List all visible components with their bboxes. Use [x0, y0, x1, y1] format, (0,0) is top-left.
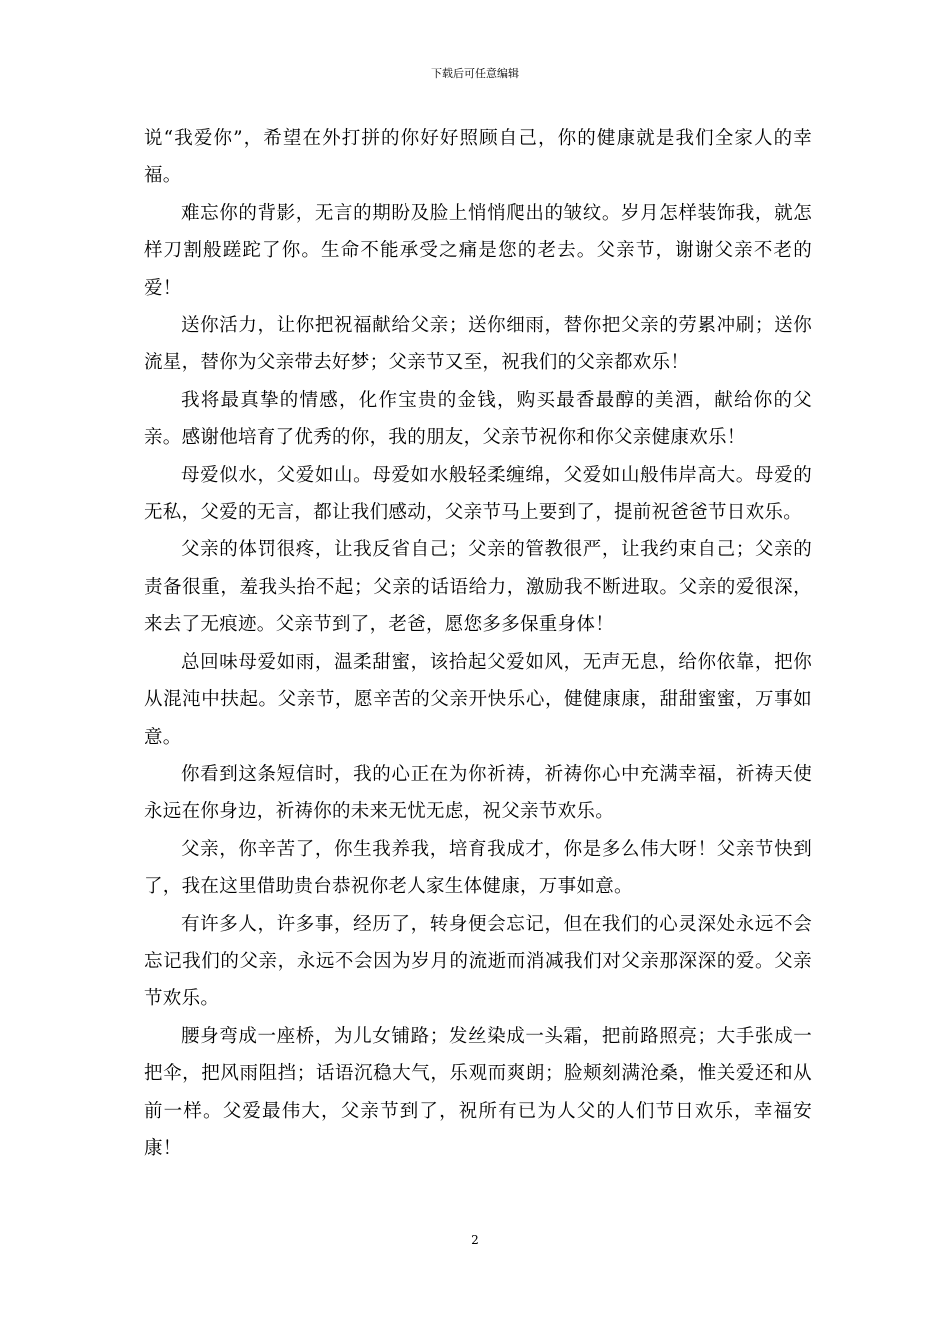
paragraph-continuation: 说“我爱你”，希望在外打拼的你好好照顾自己，你的健康就是我们全家人的幸福。: [144, 128, 812, 187]
paragraph: 父亲的体罚很疼，让我反省自己；父亲的管教很严，让我约束自己；父亲的责备很重，羞我头抬不起；父亲的话语给力，激励我不断进取。父亲的爱很深，来去了无痕迹。父亲节到了，老爸，愿您多多保重身体！: [144, 539, 812, 636]
paragraph: 父亲，你辛苦了，你生我养我，培育我成才，你是多么伟大呀！父亲节快到了，我在这里借助贵台恭祝你老人家生体健康，万事如意。: [144, 838, 812, 898]
paragraph: 你看到这条短信时，我的心正在为你祈祷，祈祷你心中充满幸福，祈祷天使永远在你身边，祈祷你的未来无忧无虑，祝父亲节欢乐。: [144, 763, 812, 823]
paragraph: 送你活力，让你把祝福献给父亲；送你细雨，替你把父亲的劳累冲刷；送你流星，替你为父亲带去好梦；父亲节又至，祝我们的父亲都欢乐！: [144, 315, 812, 374]
document-body: [144, 120, 812, 1167]
paragraph: 有许多人，许多事，经历了，转身便会忘记，但在我们的心灵深处永远不会忘记我们的父亲，永远不会因为岁月的流逝而消减我们对父亲那深深的爱。父亲节欢乐。: [144, 913, 812, 1010]
page-number: 2: [471, 1233, 479, 1247]
paragraph: 母爱似水，父爱如山。母爱如水般轻柔缠绵，父爱如山般伟岸高大。母爱的无私，父爱的无言，都让我们感动，父亲节马上要到了，提前祝爸爸节日欢乐。: [144, 464, 812, 524]
paragraph: 腰身弯成一座桥，为儿女铺路；发丝染成一头霜，把前路照亮；大手张成一把伞，把风雨阻挡；话语沉稳大气，乐观而爽朗；脸颊刻满沧桑，惟关爱还和从前一样。父爱最伟大，父亲节到了，祝所有已为人父的人们节日欢乐，幸福安康！: [144, 1025, 812, 1159]
page-header: 下载后可任意编辑: [431, 67, 519, 80]
paragraph: 总回味母爱如雨，温柔甜蜜，该拾起父爱如风，无声无息，给你依靠，把你从混沌中扶起。父亲节，愿辛苦的父亲开快乐心，健健康康，甜甜蜜蜜，万事如意。: [144, 651, 812, 748]
paragraph: 难忘你的背影，无言的期盼及脸上悄悄爬出的皱纹。岁月怎样装饰我，就怎样刀割般蹉跎了你。生命不能承受之痛是您的老去。父亲节，谢谢父亲不老的爱！: [144, 202, 812, 299]
paragraph: 我将最真挚的情感，化作宝贵的金钱，购买最香最醇的美酒，献给你的父亲。感谢他培育了优秀的你，我的朋友，父亲节祝你和你父亲健康欢乐！: [144, 389, 812, 449]
